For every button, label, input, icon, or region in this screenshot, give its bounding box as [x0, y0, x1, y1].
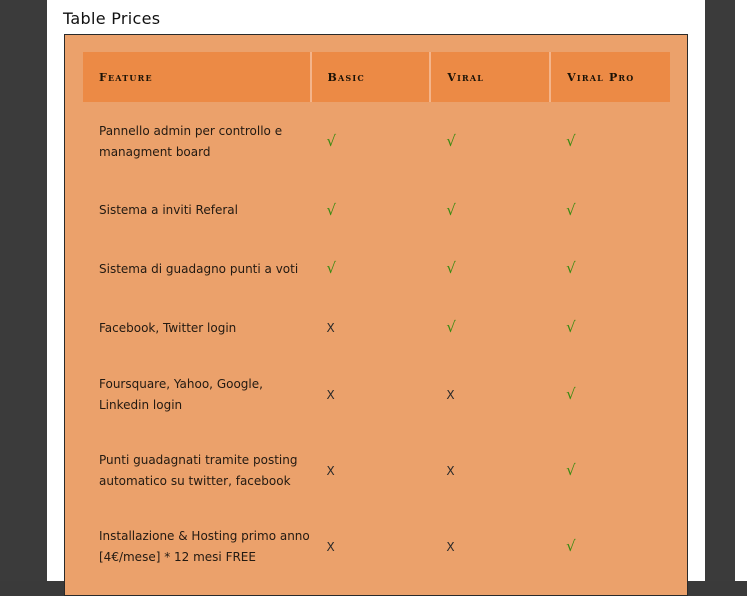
viral-cell [430, 102, 550, 182]
header-basic: Basic [311, 52, 431, 102]
viral-cell [430, 509, 550, 585]
header-viral-pro: Viral Pro [550, 52, 670, 102]
check-icon: √ [566, 132, 576, 150]
viral-cell [430, 182, 550, 239]
check-icon: √ [446, 318, 456, 336]
table-header-row [83, 52, 670, 102]
check-icon: √ [566, 200, 576, 219]
viral-cell [430, 239, 550, 299]
feature-cell: Facebook, Twitter login [99, 320, 237, 335]
basic-cell [311, 239, 431, 299]
basic-cell [311, 357, 431, 433]
check-icon: √ [326, 132, 337, 150]
feature-cell: Installazione & Hosting primo anno [4€/mese] * 12 mesi FREE [99, 529, 310, 564]
viral-pro-cell [550, 102, 670, 182]
viral-pro-cell [550, 509, 670, 585]
cross-icon: X [326, 320, 335, 335]
feature-cell: Sistema a inviti Referal [99, 203, 238, 217]
check-icon: √ [326, 200, 337, 219]
basic-cell [311, 509, 431, 585]
content-page [47, 0, 705, 581]
cross-icon: X [326, 463, 335, 478]
table-row [83, 299, 670, 357]
viral-pro-cell [550, 357, 670, 433]
cross-icon: X [326, 539, 335, 554]
cross-icon: X [446, 539, 455, 554]
viral-pro-cell [550, 182, 670, 239]
table-row [83, 182, 670, 239]
table-row [83, 102, 670, 182]
viral-pro-cell [550, 239, 670, 299]
viral-pro-cell [550, 433, 670, 509]
pricing-table [83, 52, 670, 585]
basic-cell [311, 299, 431, 357]
viral-cell [430, 299, 550, 357]
feature-cell: Punti guadagnati tramite posting automatico su twitter, facebook [99, 453, 298, 488]
viral-cell [430, 433, 550, 509]
cross-icon: X [446, 387, 455, 402]
cross-icon: X [326, 387, 335, 402]
check-icon: √ [446, 200, 456, 219]
table-row [83, 509, 670, 585]
feature-cell: Pannello admin per controllo e managment board [99, 124, 283, 159]
check-icon: √ [566, 537, 576, 555]
pricing-table-frame [64, 34, 688, 596]
viral-cell [430, 357, 550, 433]
table-row [83, 433, 670, 509]
check-icon: √ [566, 385, 576, 403]
feature-cell: Sistema di guadagno punti a voti [99, 261, 299, 276]
basic-cell [311, 182, 431, 239]
table-body [83, 102, 670, 585]
basic-cell [311, 433, 431, 509]
right-edge-background [735, 0, 747, 581]
check-icon: √ [566, 461, 576, 479]
page-title: Table Prices [63, 9, 161, 28]
check-icon: √ [566, 318, 576, 336]
viral-pro-cell [550, 299, 670, 357]
check-icon: √ [566, 259, 576, 277]
header-viral: Viral [430, 52, 550, 102]
table-row [83, 239, 670, 299]
left-margin-background [0, 0, 47, 581]
check-icon: √ [326, 259, 337, 277]
right-margin-background [705, 0, 735, 581]
check-icon: √ [446, 259, 456, 277]
check-icon: √ [446, 132, 456, 150]
basic-cell [311, 102, 431, 182]
cross-icon: X [446, 463, 455, 478]
header-feature: Feature [83, 52, 311, 102]
table-row [83, 357, 670, 433]
feature-cell: Foursquare, Yahoo, Google, Linkedin login [99, 377, 263, 412]
